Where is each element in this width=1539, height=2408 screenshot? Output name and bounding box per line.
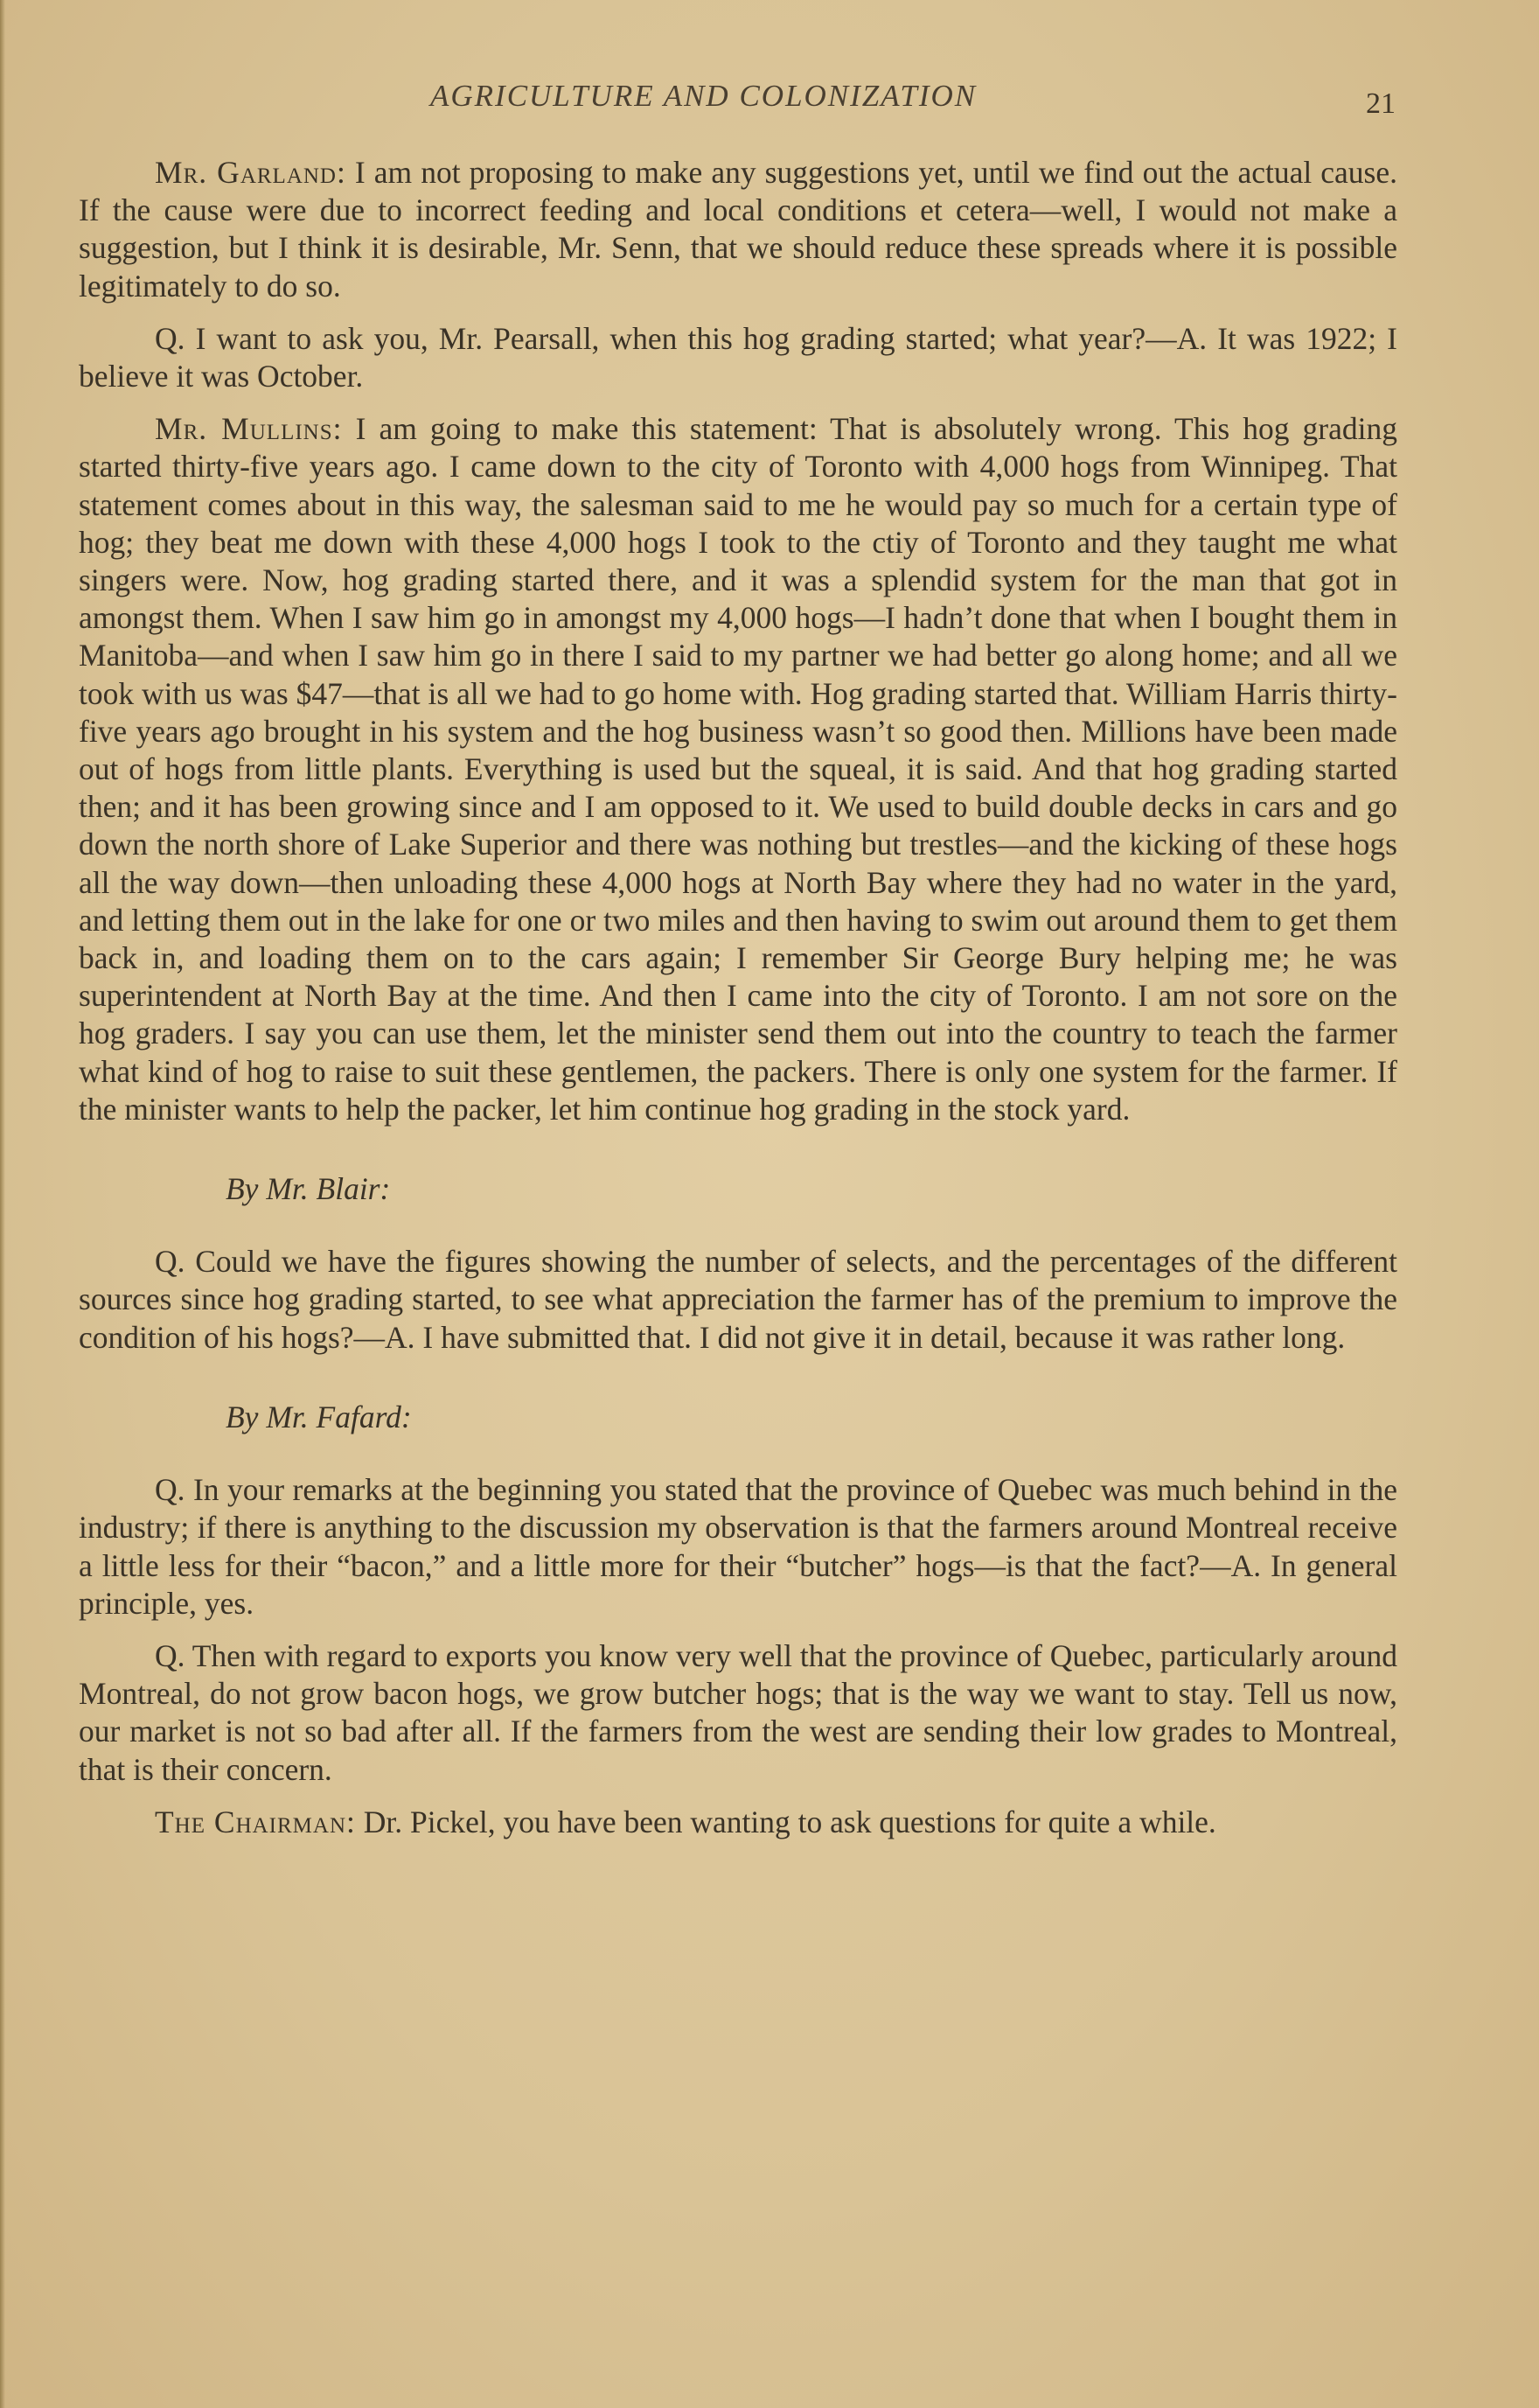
paragraph-chairman <box>79 1804 1397 1841</box>
paragraph-text: I am going to make this statement: That is absolutely wrong. This hog grading started thirty-five years ago. I came down to the city of Toronto with 4,000 hogs from Winnipeg. That statement comes about in this way, the salesman said to me he would pay so much for a certain type of hog; they beat me down with these 4,000 hogs I took to the ctiy of Toronto and they taught me what singers were. Now, hog grading started there, and it was a splendid system for the man that got in amongst them. When I saw him go in amongst my 4,000 hogs—I hadn’t done that when I bought them in Manitoba—and when I saw him go in there I said to my partner we had better go along home; and all we took with us was $47—that is all we had to go home with. Hog grading started that. William Harris thirty-five years ago brought in his system and the hog business wasn’t so good then. Millions have been made out of hogs from little plants. Everything is used but the squeal, it is said. And that hog grading started then; and it has been growing since and I am opposed to it. We used to build double decks in cars and go down the north shore of Lake Superior and there was nothing but trestles—and the kicking of these hogs all the way down—then unloading these 4,000 hogs at North Bay where they had no water in the yard, and letting them out in the lake for one or two miles and then having to swim out around them to get them back in, and loading them on to the cars again; I remember Sir George Bury helping me; he was superintendent at North Bay at the time. And then I came into the city of Toronto. I am not sore on the hog graders. I say you can use them, let the minister send them out into the country to teach the farmer what kind of hog to raise to suit these gentlemen, the packers. There is only one system for the farmer. If the minister wants to help the packer, let him continue hog grading in the stock yard. <box>79 411 1397 1127</box>
speaker-name: Mr. Mullins: <box>155 411 343 447</box>
paragraph-fafard-question-1 <box>79 1471 1397 1623</box>
page-edge-shadow <box>0 0 5 2408</box>
page-body <box>79 154 1397 1856</box>
page-number: 21 <box>1366 87 1396 120</box>
paragraph-text: I am not proposing to make any suggestions yet, until we find out the actual cause. If the cause were due to incorrect feeding and local conditions et cetera—well, I would not make a suggestion, but I think it is desirable, Mr. Senn, that we should reduce these spreads where it is possible legitimately to do so. <box>79 155 1397 304</box>
paragraph-blair-question <box>79 1243 1397 1357</box>
paragraph-fafard-question-2 <box>79 1637 1397 1789</box>
paragraph-mullins <box>79 410 1397 1128</box>
running-head: AGRICULTURE AND COLONIZATION <box>430 79 978 113</box>
section-heading-fafard: By Mr. Fafard: <box>226 1399 412 1434</box>
paragraph-garland <box>79 154 1397 305</box>
paragraph-text: Dr. Pickel, you have been wanting to ask questions for quite a while. <box>355 1804 1216 1839</box>
speaker-name: The Chairman: <box>155 1804 356 1839</box>
page-header <box>0 79 1539 122</box>
section-heading-blair: By Mr. Blair: <box>226 1171 391 1207</box>
speaker-name: Mr. Garland: <box>155 155 346 190</box>
paragraph-text: Q. Then with regard to exports you know very well that the province of Quebec, particularly around Montreal, do not grow bacon hogs, we grow butcher hogs; that is the way we want to stay. Tell us now, our market is not so bad after all. If the farmers from the west are sending their low grades to Montreal, that is their concern. <box>79 1637 1397 1787</box>
paragraph-question-pearsall <box>79 320 1397 395</box>
paragraph-text: Q. In your remarks at the beginning you stated that the province of Quebec was much behind in the industry; if there is anything to the discussion my observation is that the farmers around Montreal receive a little less for their “bacon,” and a little more for their “butcher” hogs—is that the fact?—A. In general principle, yes. <box>79 1472 1397 1621</box>
paragraph-text: Q. Could we have the figures showing the number of selects, and the percentages of the different sources since hog grading started, to see what appreciation the farmer has of the premium to improve the condition of his hogs?—A. I have submitted that. I did not give it in detail, because it was rather long. <box>79 1244 1397 1355</box>
paragraph-text: Q. I want to ask you, Mr. Pearsall, when this hog grading started; what year?—A. It was 1922; I believe it was October. <box>79 320 1397 394</box>
